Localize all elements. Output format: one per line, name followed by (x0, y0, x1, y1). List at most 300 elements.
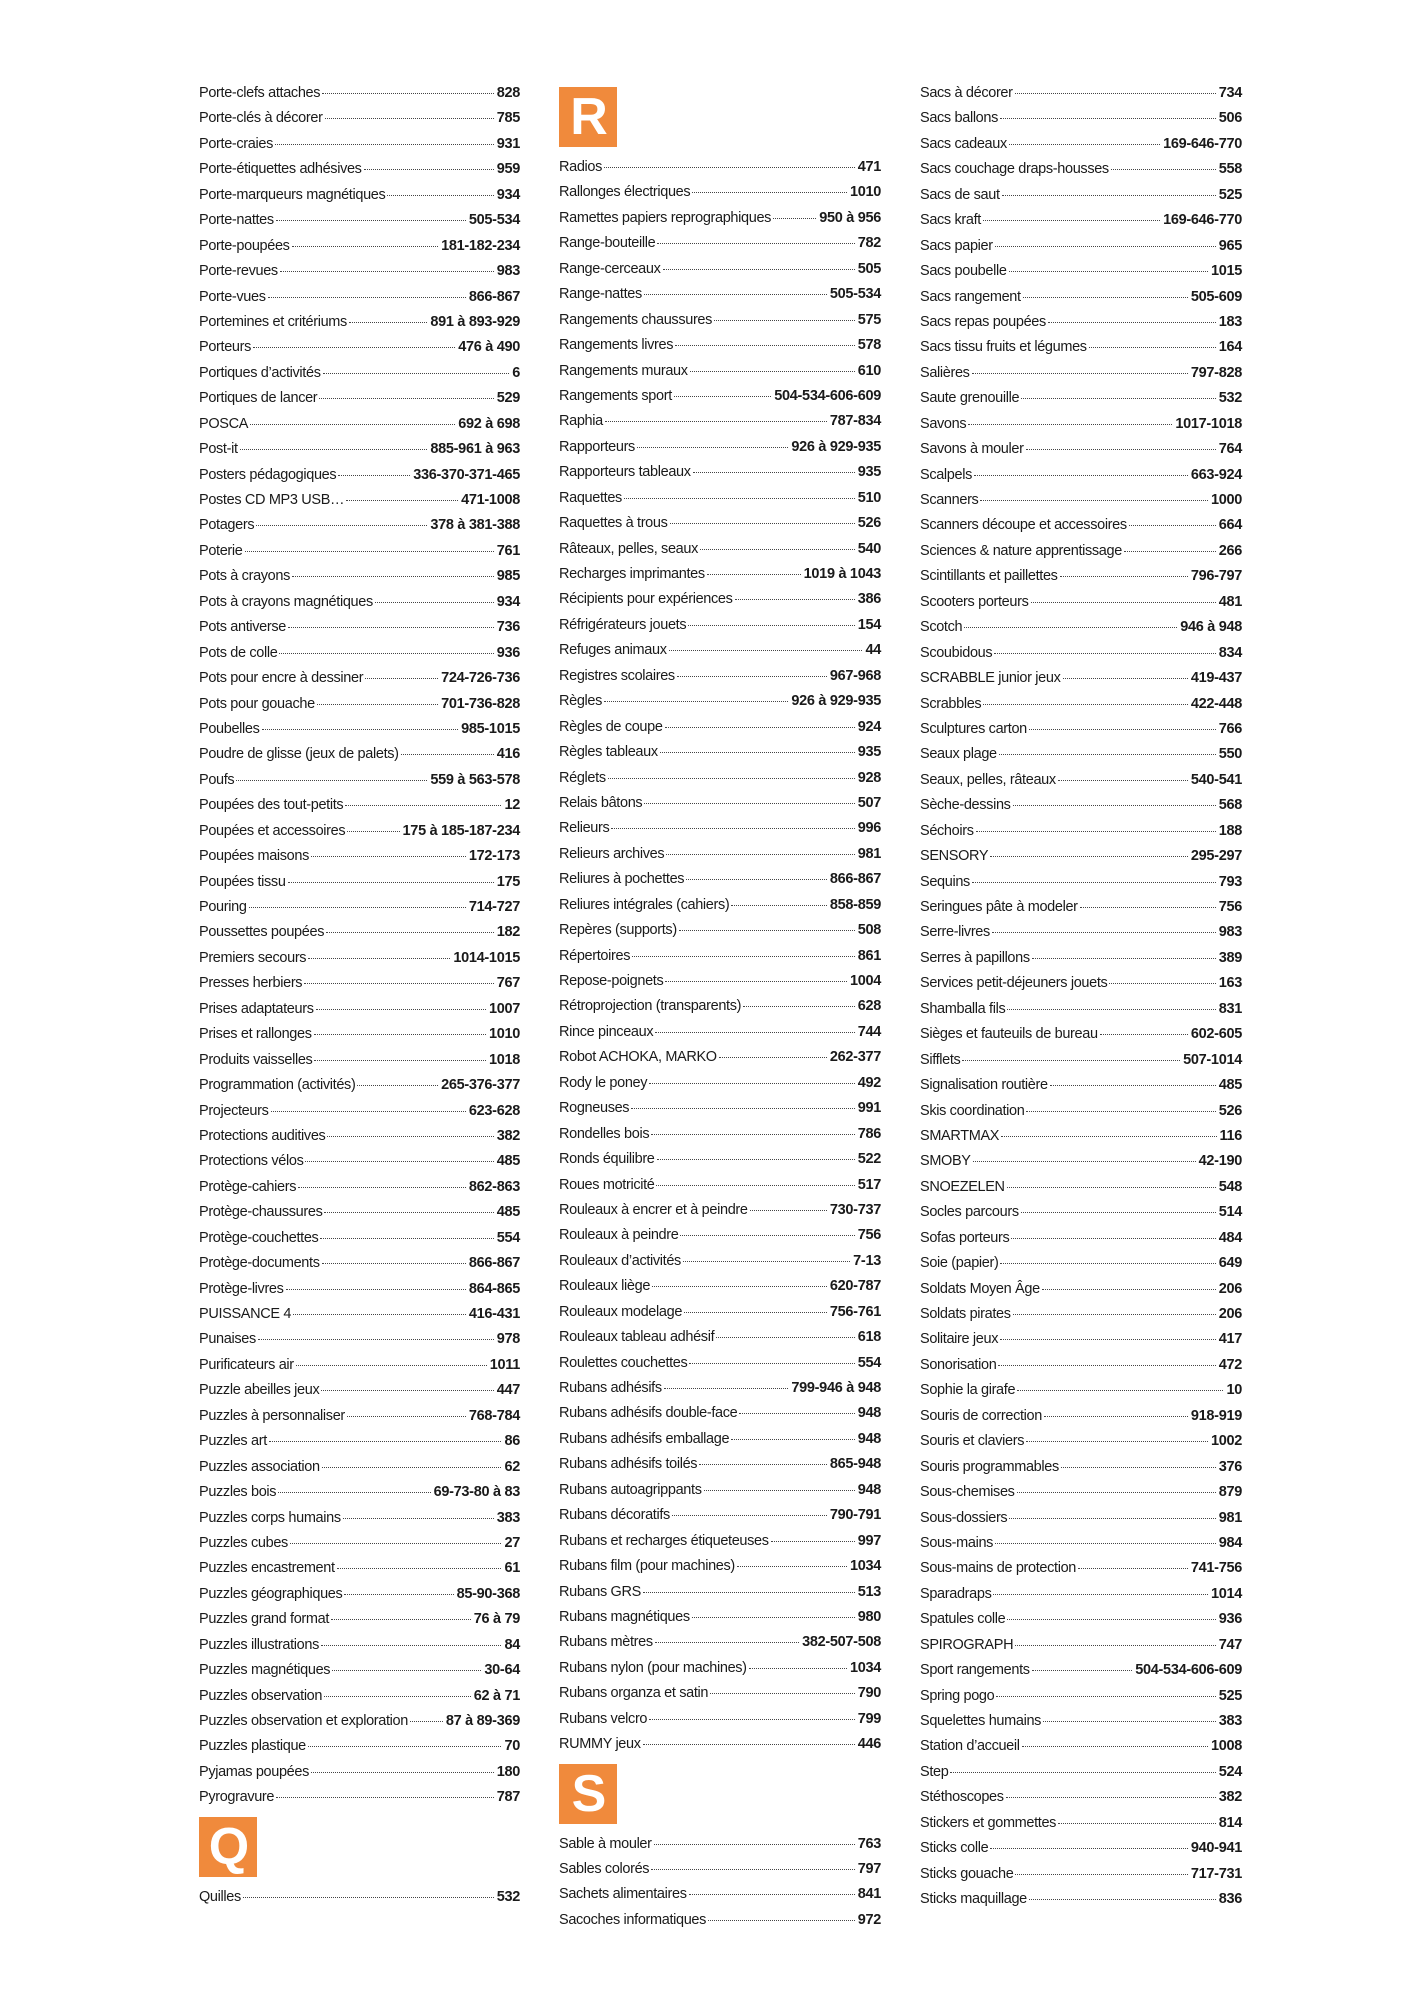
index-entry-rubans-adhesifs-toiles (559, 1452, 881, 1477)
entry-page: 862-863 (468, 1178, 520, 1195)
entry-term: Socles parcours (920, 1204, 1019, 1221)
dot-leader (245, 551, 494, 552)
entry-page: 983 (1218, 924, 1242, 941)
entry-page: 476 à 490 (458, 339, 520, 356)
dot-leader (1058, 1823, 1216, 1824)
dot-leader (327, 1136, 493, 1137)
entry-page: 485 (496, 1204, 520, 1221)
entry-page: 540-541 (1190, 771, 1242, 788)
entry-term: Projecteurs (199, 1102, 269, 1119)
index-entry-sciences-nature-apprentissage (920, 539, 1242, 564)
index-entry-reliures-a-pochettes (559, 867, 881, 892)
entry-page: 514 (1218, 1204, 1242, 1221)
entry-page: 936 (496, 644, 520, 661)
index-entry-reperes-supports (559, 918, 881, 943)
index-entry-refuges-animaux (559, 638, 881, 663)
index-entry-rody-le-poney (559, 1071, 881, 1096)
index-entry-sechoirs (920, 819, 1242, 844)
entry-page: 505-534 (829, 286, 881, 303)
dot-leader (288, 627, 494, 628)
dot-leader (1000, 118, 1216, 119)
index-entry-portiques-d-activites (199, 361, 520, 386)
entry-page: 382 (1218, 1789, 1242, 1806)
dot-leader (666, 854, 854, 855)
entry-term: Purificateurs air (199, 1356, 294, 1373)
entry-page: 885-961 à 963 (430, 441, 520, 458)
entry-term: Pots pour encre à dessiner (199, 670, 364, 687)
entry-term: Rubans décoratifs (559, 1507, 670, 1524)
entry-term: Poupées des tout-petits (199, 797, 344, 814)
entry-page: 568 (1218, 797, 1242, 814)
entry-term: Rangements chaussures (559, 311, 713, 328)
dot-leader (968, 424, 1172, 425)
dot-leader (657, 243, 854, 244)
index-entry-sacs-ballons (920, 106, 1242, 131)
index-entry-skis-coordination (920, 1099, 1242, 1124)
index-entry-sacs-a-decorer (920, 81, 1242, 106)
entry-page: 265-376-377 (441, 1077, 520, 1094)
index-entry-sticks-gouache (920, 1862, 1242, 1887)
entry-page: 766 (1218, 720, 1242, 737)
index-entry-pots-pour-gouache (199, 692, 520, 717)
entry-page: 169-646-770 (1163, 212, 1242, 229)
dot-leader (750, 1210, 827, 1211)
entry-page: 948 (857, 1481, 881, 1498)
dot-leader (275, 144, 494, 145)
entry-term: RUMMY jeux (559, 1736, 641, 1753)
entry-term: Range-cerceaux (559, 260, 661, 277)
dot-leader (365, 678, 438, 679)
entry-term: Sous-chemises (920, 1484, 1015, 1501)
dot-leader (1029, 1899, 1216, 1900)
dot-leader (651, 1134, 854, 1135)
index-entry-sport-rangements (920, 1658, 1242, 1683)
entry-page: 87 à 89-369 (445, 1713, 520, 1729)
entry-page: 1004 (849, 973, 881, 989)
entry-page: 507 (857, 794, 881, 811)
dot-leader (973, 1161, 1196, 1162)
dot-leader (605, 421, 827, 422)
dot-leader (1017, 1390, 1223, 1391)
entry-term: Puzzles art (199, 1433, 267, 1450)
dot-leader (679, 930, 855, 931)
dot-leader (699, 1464, 827, 1465)
dot-leader (688, 625, 854, 626)
entry-term: Savons à mouler (920, 441, 1024, 458)
entry-page: 797 (857, 1861, 881, 1877)
entry-term: Pyrogravure (199, 1789, 275, 1806)
index-entry-regles-de-coupe (559, 715, 881, 740)
dot-leader (1009, 144, 1160, 145)
entry-page: 578 (857, 337, 881, 354)
entry-page: 554 (857, 1354, 881, 1371)
dot-leader (1111, 169, 1216, 170)
entry-term: Raquettes (559, 489, 622, 506)
entry-page: 508 (857, 922, 881, 939)
entry-page: 446 (857, 1736, 881, 1753)
index-entry-rangements-muraux (559, 359, 881, 384)
index-entry-sacs-kraft (920, 208, 1242, 233)
dot-leader (950, 1772, 1215, 1773)
entry-term: Sifflets (920, 1051, 961, 1068)
entry-term: Squelettes humains (920, 1713, 1042, 1729)
entry-term: Sacs à décorer (920, 85, 1013, 101)
dot-leader (654, 1844, 855, 1845)
entry-term: Rubans GRS (559, 1583, 641, 1600)
entry-term: Sacs repas poupées (920, 313, 1046, 330)
entry-page: 926 à 929-935 (791, 438, 881, 455)
entry-term: Rody le poney (559, 1074, 648, 1091)
entry-term: Porte-poupées (199, 237, 290, 254)
entry-page: 736 (496, 619, 520, 636)
entry-term: Puzzles magnétiques (199, 1662, 331, 1679)
entry-page: 504-534-606-609 (774, 387, 881, 404)
dot-leader (1089, 347, 1216, 348)
entry-page: 756 (1218, 899, 1242, 915)
index-entry-seaux-pelles-rateaux (920, 768, 1242, 793)
entry-term: Règles tableaux (559, 744, 658, 761)
dot-leader (290, 1543, 502, 1544)
entry-page: 526 (1218, 1102, 1242, 1119)
index-entry-punaises (199, 1327, 520, 1352)
entry-page: 934 (496, 186, 520, 203)
dot-leader (643, 1744, 855, 1745)
entry-page: 602-605 (1190, 1026, 1242, 1043)
entry-term: Skis coordination (920, 1102, 1025, 1119)
index-entry-souris-de-correction (920, 1404, 1242, 1429)
index-entry-poupees-tissu (199, 870, 520, 895)
entry-term: Sparadraps (920, 1585, 992, 1602)
entry-page: 548 (1218, 1178, 1242, 1195)
index-entry-projecteurs (199, 1099, 520, 1124)
entry-page: 620-787 (829, 1278, 881, 1295)
entry-page: 841 (857, 1886, 881, 1903)
dot-leader (1015, 1645, 1216, 1646)
entry-page: 44 (865, 642, 881, 659)
entry-page: 70 (504, 1738, 520, 1755)
entry-term: Souris de correction (920, 1407, 1042, 1424)
dot-leader (322, 1467, 502, 1468)
entry-page: 980 (857, 1608, 881, 1625)
index-entry-sacoches-informatiques (559, 1908, 881, 1933)
entry-term: Réglets (559, 769, 606, 786)
entry-term: Rubans et recharges étiqueteuses (559, 1532, 769, 1549)
dot-leader (1080, 907, 1216, 908)
dot-leader (304, 983, 494, 984)
dot-leader (345, 805, 501, 806)
dot-leader (1026, 449, 1216, 450)
entry-page: 382 (496, 1127, 520, 1144)
entry-term: Ronds équilibre (559, 1151, 655, 1168)
dot-leader (278, 1492, 430, 1493)
dot-leader (692, 1617, 855, 1618)
index-entry-sacs-tissu-fruits-et-legumes (920, 335, 1242, 360)
dot-leader (243, 1897, 494, 1898)
entry-term: Reliures intégrales (cahiers) (559, 896, 730, 913)
entry-term: Posters pédagogiques (199, 466, 337, 483)
dot-leader (387, 195, 493, 196)
entry-page: 814 (1218, 1814, 1242, 1831)
index-entry-spatules-colle (920, 1607, 1242, 1632)
dot-leader (292, 576, 494, 577)
index-entry-shamballa-fils (920, 997, 1242, 1022)
entry-term: Sèche-dessins (920, 797, 1011, 814)
dot-leader (992, 932, 1216, 933)
entry-term: Sacs kraft (920, 212, 981, 229)
index-entry-repose-poignets (559, 969, 881, 994)
dot-leader (1015, 1874, 1187, 1875)
dot-leader (655, 1642, 799, 1643)
dot-leader (632, 956, 855, 957)
entry-term: Soie (papier) (920, 1255, 999, 1272)
entry-term: Sport rangements (920, 1662, 1030, 1679)
index-entry-poupees-des-tout-petits (199, 793, 520, 818)
dot-leader (663, 269, 855, 270)
index-entry-refrigerateurs-jouets (559, 613, 881, 638)
dot-leader (271, 1111, 466, 1112)
index-entry-rallonges-electriques (559, 180, 881, 205)
entry-page: 959 (496, 161, 520, 178)
dot-leader (1032, 958, 1216, 959)
index-entry-pots-pour-encre-a-dessiner (199, 666, 520, 691)
index-entry-sacs-cadeaux (920, 132, 1242, 157)
index-entry-rateaux-pelles-seaux (559, 537, 881, 562)
entry-term: Roues motricité (559, 1176, 655, 1193)
index-entry-socles-parcours (920, 1200, 1242, 1225)
entry-term: Sacs tissu fruits et légumes (920, 339, 1087, 356)
index-entry-spirograph (920, 1633, 1242, 1658)
dot-leader (322, 93, 494, 94)
entry-term: Puzzles plastique (199, 1738, 306, 1755)
index-entry-puzzles-bois (199, 1480, 520, 1505)
entry-term: Repères (supports) (559, 922, 677, 939)
entry-term: Refuges animaux (559, 642, 667, 659)
dot-leader (649, 1719, 855, 1720)
entry-term: Protège-couchettes (199, 1229, 319, 1246)
entry-term: Rubans mètres (559, 1634, 653, 1651)
entry-term: Sachets alimentaires (559, 1886, 687, 1903)
index-entry-rubans-nylon-pour-machines (559, 1656, 881, 1681)
index-entry-savons-a-mouler (920, 437, 1242, 462)
entry-term: Pots de colle (199, 644, 278, 661)
entry-page: 575 (857, 311, 881, 328)
index-entry-range-nattes (559, 282, 881, 307)
entry-page: 858-859 (829, 896, 881, 913)
entry-term: Rondelles bois (559, 1125, 650, 1142)
entry-page: 12 (504, 797, 520, 814)
index-entry-signalisation-routiere (920, 1073, 1242, 1098)
entry-page: 744 (857, 1023, 881, 1040)
entry-term: Protège-cahiers (199, 1178, 297, 1195)
entry-page: 931 (496, 135, 520, 152)
entry-term: Souris programmables (920, 1458, 1059, 1475)
dot-leader (311, 1772, 494, 1773)
index-entry-scintillants-et-paillettes (920, 564, 1242, 589)
dot-leader (670, 523, 855, 524)
entry-term: Shamballa fils (920, 1000, 1006, 1017)
entry-term: Porte-clefs attaches (199, 85, 321, 101)
dot-leader (999, 754, 1216, 755)
entry-term: Sacs ballons (920, 110, 999, 127)
entry-page: 1008 (1210, 1738, 1242, 1755)
entry-term: Protège-documents (199, 1255, 320, 1272)
entry-page: 724-726-736 (441, 670, 520, 687)
index-entry-sticks-maquillage (920, 1887, 1242, 1912)
dot-leader (637, 447, 788, 448)
dot-leader (1000, 1263, 1215, 1264)
dot-leader (305, 1161, 493, 1162)
dot-leader (1023, 297, 1188, 298)
entry-term: Règles de coupe (559, 718, 663, 735)
index-entry-sous-mains-de-protection (920, 1556, 1242, 1581)
entry-term: Services petit-déjeuners jouets (920, 975, 1108, 992)
entry-page: 799-946 à 948 (791, 1380, 881, 1396)
dot-leader (972, 882, 1216, 883)
entry-page: 1010 (849, 184, 881, 201)
entry-term: Poufs (199, 771, 235, 788)
index-entry-robot-achoka-marko (559, 1045, 881, 1070)
dot-leader (684, 1312, 827, 1313)
index-entry-seaux-plage (920, 742, 1242, 767)
entry-term: Station d’accueil (920, 1738, 1020, 1755)
dot-leader (1042, 1289, 1216, 1290)
index-column-1 (199, 81, 520, 1910)
entry-term: Protège-livres (199, 1280, 284, 1297)
entry-term: Souris et claviers (920, 1433, 1025, 1450)
entry-page: 1019 à 1043 (803, 566, 881, 582)
entry-page: 790 (857, 1685, 881, 1702)
index-entry-puzzles-cubes (199, 1531, 520, 1556)
dot-leader (1009, 1518, 1215, 1519)
index-entry-scanners (920, 488, 1242, 513)
entry-page: 763 (857, 1835, 881, 1852)
entry-term: Rapporteurs (559, 438, 635, 455)
entry-term: Raphia (559, 413, 603, 430)
dot-leader (664, 1388, 789, 1389)
entry-term: Puzzles observation et exploration (199, 1713, 408, 1729)
index-entry-porte-craies (199, 132, 520, 157)
dot-leader (644, 294, 827, 295)
index-entry-rouleaux-modelage (559, 1300, 881, 1325)
dot-leader (675, 345, 855, 346)
entry-page: 42-190 (1198, 1153, 1242, 1170)
entry-term: Porteurs (199, 339, 251, 356)
index-entry-porte-vues (199, 285, 520, 310)
index-entry-protege-chaussures (199, 1200, 520, 1225)
dot-leader (240, 449, 428, 450)
entry-term: Programmation (activités) (199, 1077, 356, 1094)
dot-leader (743, 1006, 855, 1007)
index-entry-pouring (199, 895, 520, 920)
dot-leader (296, 1365, 487, 1366)
entry-term: Puzzles observation (199, 1687, 323, 1704)
entry-page: 701-736-828 (441, 695, 520, 712)
index-entry-produits-vaisselles (199, 1048, 520, 1073)
entry-term: Rubans adhésifs (559, 1380, 662, 1396)
index-entry-raquettes-a-trous (559, 511, 881, 536)
dot-leader (1002, 195, 1216, 196)
dot-leader (253, 347, 455, 348)
entry-page: 936 (1218, 1611, 1242, 1628)
dot-leader (1022, 1746, 1208, 1747)
dot-leader (680, 1235, 854, 1236)
entry-page: 559 à 563-578 (430, 771, 520, 788)
entry-page: 610 (857, 362, 881, 379)
index-entry-raquettes (559, 486, 881, 511)
index-entry-radios (559, 155, 881, 180)
entry-page: 879 (1218, 1484, 1242, 1501)
index-entry-posca (199, 412, 520, 437)
dot-leader (338, 475, 410, 476)
entry-term: Scanners (920, 492, 979, 508)
dot-leader (714, 320, 855, 321)
dot-leader (1007, 1187, 1216, 1188)
entry-term: Rubans nylon (pour machines) (559, 1659, 747, 1676)
entry-page: 918-919 (1190, 1407, 1242, 1424)
entry-page: 417 (1218, 1331, 1242, 1348)
dot-leader (655, 1032, 854, 1033)
index-entry-sonorisation (920, 1353, 1242, 1378)
index-entry-sacs-poubelle (920, 259, 1242, 284)
index-entry-squelettes-humains (920, 1709, 1242, 1734)
index-entry-serre-livres (920, 920, 1242, 945)
index-entry-rubans-magnetiques (559, 1605, 881, 1630)
index-entry-snoezelen (920, 1175, 1242, 1200)
dot-leader (1048, 322, 1216, 323)
entry-term: Portemines et critériums (199, 313, 347, 330)
index-entry-sofas-porteurs (920, 1226, 1242, 1251)
index-entry-porte-poupees (199, 234, 520, 259)
entry-term: Rangements sport (559, 387, 672, 404)
entry-term: Rubans organza et satin (559, 1685, 709, 1702)
dot-leader (1011, 1238, 1215, 1239)
index-entry-sacs-de-saut (920, 183, 1242, 208)
entry-page: 714-727 (468, 899, 520, 915)
index-entry-porte-nattes (199, 208, 520, 233)
entry-page: 507-1014 (1183, 1051, 1242, 1068)
entry-page: 447 (496, 1382, 520, 1399)
entry-term: Porte-clés à décorer (199, 110, 323, 127)
entry-term: Repose-poignets (559, 973, 664, 989)
entry-term: Seringues pâte à modeler (920, 899, 1078, 915)
entry-page: 163 (1218, 975, 1242, 992)
entry-term: Sacs poubelle (920, 263, 1007, 280)
index-entry-puzzles-grand-format (199, 1607, 520, 1632)
entry-page: 831 (1218, 1000, 1242, 1017)
entry-page: 664 (1218, 517, 1242, 534)
entry-term: Rouleaux liège (559, 1278, 651, 1295)
entry-term: Recharges imprimantes (559, 566, 705, 582)
entry-term: Poterie (199, 542, 243, 559)
index-entry-porte-etiquettes-adhesives (199, 157, 520, 182)
entry-page: 948 (857, 1430, 881, 1447)
index-entry-puzzle-abeilles-jeux (199, 1378, 520, 1403)
dot-leader (1001, 1136, 1216, 1137)
entry-term: Sacoches informatiques (559, 1911, 707, 1928)
entry-page: 554 (496, 1229, 520, 1246)
dot-leader (773, 218, 816, 219)
entry-page: 741-756 (1190, 1560, 1242, 1577)
dot-leader (1032, 1670, 1133, 1671)
index-entry-puzzles-geographiques (199, 1582, 520, 1607)
entry-term: Sable à mouler (559, 1835, 652, 1852)
dot-leader (674, 396, 771, 397)
index-entry-savons (920, 412, 1242, 437)
dot-leader (611, 828, 854, 829)
index-entry-rubans-adhesifs-emballage (559, 1427, 881, 1452)
entry-page: 618 (857, 1329, 881, 1346)
dot-leader (1044, 1416, 1188, 1417)
